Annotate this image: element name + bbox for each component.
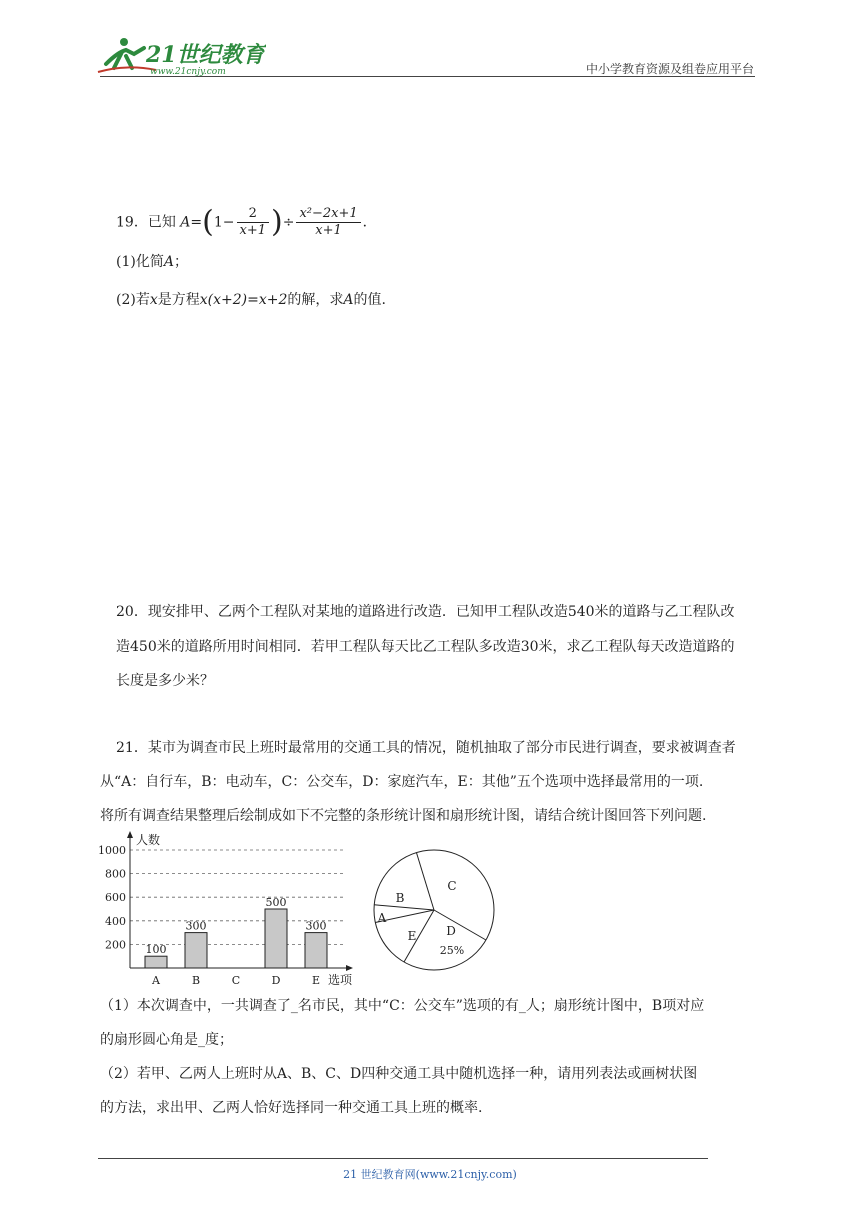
part2-text-d: 的值. <box>353 292 386 308</box>
pie-slice-label: E <box>407 929 417 943</box>
y-tick-label: 1000 <box>98 844 126 857</box>
data-label: 300 <box>185 919 207 933</box>
q21-sub1-line-2: 的扇形圆心角是_度； <box>100 1032 233 1048</box>
pie-chart <box>368 830 504 980</box>
y-tick-label: 800 <box>105 867 126 881</box>
data-label: 500 <box>265 896 287 909</box>
y-tick-label: 600 <box>105 891 126 905</box>
part2-equation: x(x+2)=x+2 <box>199 292 288 308</box>
equals-sign: = <box>190 214 203 231</box>
x-tick-label: E <box>311 974 321 987</box>
divide-sign: ÷ <box>282 214 295 231</box>
x-tick-label: C <box>231 974 241 987</box>
footer-text: 21 世纪教育网(www.21cnjy.com) <box>343 1168 517 1181</box>
one-minus: 1− <box>213 214 235 231</box>
header-divider <box>100 76 755 77</box>
x-tick-label: D <box>271 974 281 987</box>
pie-slice-label: A <box>377 911 387 925</box>
bar <box>265 909 287 968</box>
part1-end: ； <box>173 254 188 270</box>
x-axis-arrow-icon <box>346 965 353 971</box>
fraction-1-numerator: 2 <box>237 206 270 223</box>
part1-var-a: A <box>163 254 174 270</box>
var-a: A <box>180 214 191 231</box>
q19-stem <box>116 206 377 239</box>
logo-url: www.21cnjy.com <box>150 67 226 77</box>
x-axis-label: 选项 <box>328 973 353 987</box>
paren-left: ( <box>202 204 214 240</box>
part2-var-a: A <box>343 292 354 308</box>
q19-part1 <box>116 252 188 272</box>
y-axis-label: 人数 <box>136 833 161 847</box>
q19-part2 <box>116 290 386 310</box>
q21-sub2-line-1: （2）若甲、乙两人上班时从A、B、C、D四种交通工具中随机选择一种，请用列表法或画树状图 <box>100 1066 698 1082</box>
pie-slice-percent-label: 25% <box>439 944 465 957</box>
q21-line-3: 将所有调查结果整理后绘制成如下不完整的条形统计图和扇形统计图，请结合统计图回答下列问题. <box>100 808 707 824</box>
q21-line-2: 从“A：自行车，B：电动车，C：公交车，D：家庭汽车，E：其他”五个选项中选择最常用的一项. <box>100 774 704 790</box>
q19-lead: 已知 <box>147 214 176 231</box>
pie-slice-label: C <box>447 879 457 893</box>
paren-right: ) <box>271 204 283 240</box>
platform-name: 中小学教育资源及组卷应用平台 <box>585 62 754 76</box>
fraction-1-denominator: x+1 <box>239 223 266 238</box>
y-axis-arrow-icon <box>127 831 133 838</box>
part2-text-c: 的解，求 <box>287 292 344 308</box>
pie-slice-label: D <box>446 924 456 938</box>
bar <box>305 933 327 968</box>
data-label: 300 <box>305 919 327 933</box>
q21-sub1-line-1: （1）本次调查中，一共调查了_名市民，其中“C：公交车”选项的有_人；扇形统计图中，B项对应 <box>100 998 705 1014</box>
bar-chart <box>96 828 366 988</box>
bar <box>185 933 207 968</box>
site-logo <box>96 34 266 78</box>
logo-text: 21世纪教育 <box>146 42 265 68</box>
fraction-1 <box>237 206 270 239</box>
q19-period: ． <box>362 214 377 231</box>
y-tick-label: 400 <box>105 914 126 928</box>
q20-line-1: 20．现安排甲、乙两个工程队对某地的道路进行改造．已知甲工程队改造540米的道路与乙工程队改 <box>116 604 735 620</box>
pie-slice-label: B <box>395 891 405 905</box>
fraction-2 <box>296 206 360 239</box>
y-tick-label: 200 <box>105 938 126 952</box>
q19-number: 19． <box>116 214 148 231</box>
footer-divider <box>98 1158 708 1159</box>
q20-line-3: 长度是多少米？ <box>116 673 214 689</box>
bar <box>145 956 167 968</box>
fraction-2-denominator: x+1 <box>315 223 342 238</box>
part1-text: (1)化简 <box>116 254 164 270</box>
part2-var-x: x <box>149 292 158 308</box>
q21-line-1: 21．某市为调查市民上班时最常用的交通工具的情况，随机抽取了部分市民进行调查，要求被调查者 <box>116 740 736 756</box>
q20-line-2: 造450米的道路所用时间相同．若甲工程队每天比乙工程队多改造30米，求乙工程队每天改造道路的 <box>116 639 735 655</box>
q21-sub2-line-2: 的方法，求出甲、乙两人恰好选择同一种交通工具上班的概率. <box>100 1100 483 1116</box>
x-tick-label: A <box>152 974 160 987</box>
data-label: 100 <box>145 943 167 957</box>
part2-text-b: 是方程 <box>157 292 200 308</box>
x-tick-label: B <box>191 974 201 987</box>
part2-text-a: (2)若 <box>116 292 150 308</box>
fraction-2-numerator: x²−2x+1 <box>296 206 360 223</box>
